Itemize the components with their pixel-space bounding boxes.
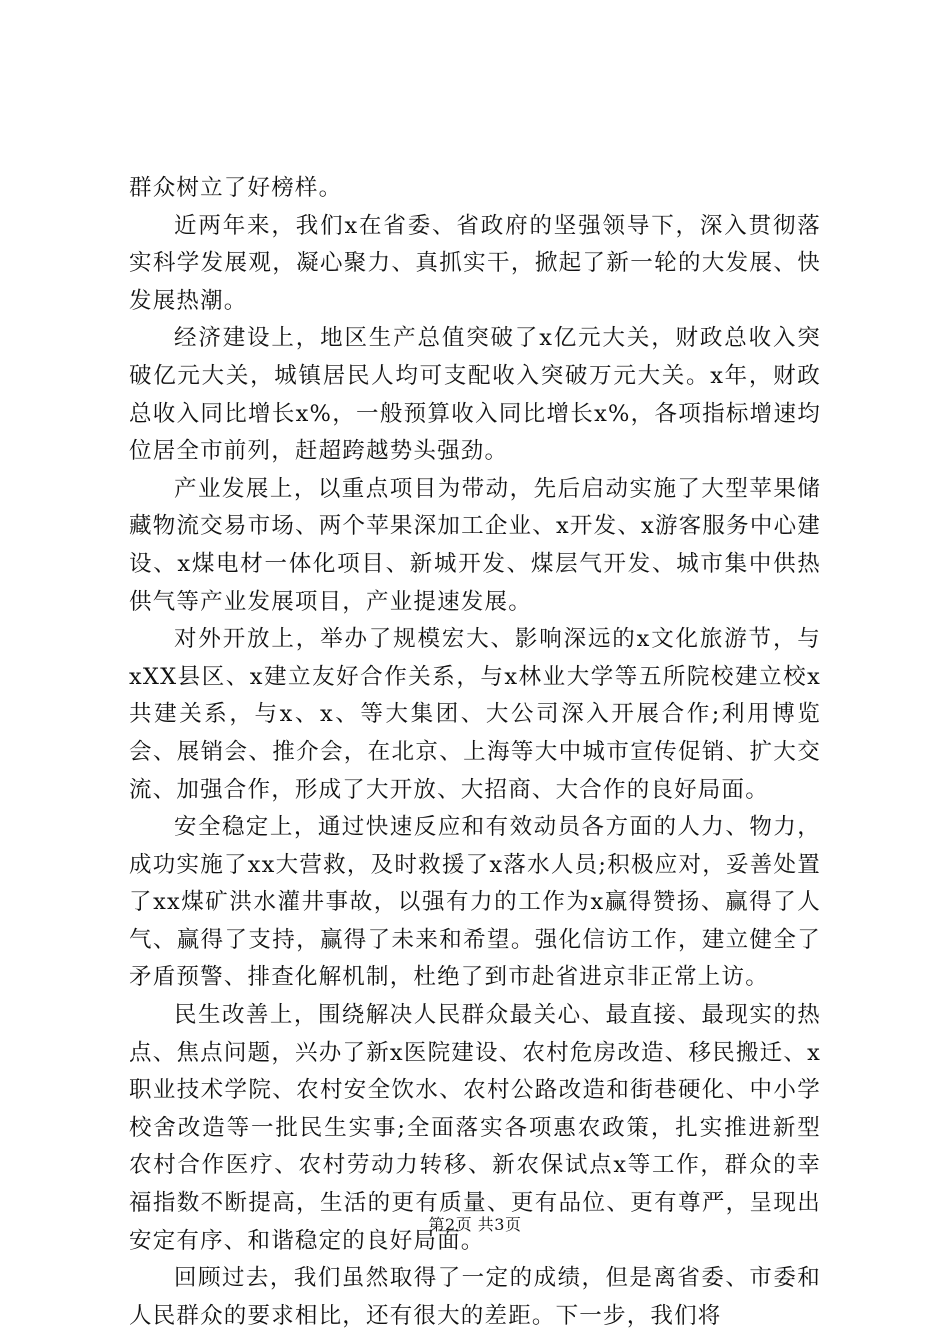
paragraph-opening-up: 对外开放上，举办了规模宏大、影响深远的x文化旅游节，与xXX县区、x建立友好合作关系，与x林业大学等五所院校建立校x共建关系，与x、x、等大集团、大公司深入开展合作;利用博览会、展销会、推介会，在北京、上海等大中城市宣传促销、扩大交流、加强合作，形成了大开放、大招商、大合作的良好局面。 (129, 626, 821, 803)
paragraph-review: 回顾过去，我们虽然取得了一定的成绩，但是离省委、市委和人民群众的要求相比，还有很大的差距。下一步，我们将 (129, 1265, 821, 1329)
paragraph-livelihood: 民生改善上，围绕解决人民群众最关心、最直接、最现实的热点、焦点问题，兴办了新x医院建设、农村危房改造、移民搬迁、x职业技术学院、农村安全饮水、农村公路改造和街巷硬化、中小学校舍改造等一批民生实事;全面落实各项惠农政策，扎实推进新型农村合作医疗、农村劳动力转移、新农保试点x等工作，群众的幸福指数不断提高，生活的更有质量、更有品位、更有尊严，呈现出安定有序、和谐稳定的良好局面。 (129, 1002, 821, 1254)
paragraph-intro: 近两年来，我们x在省委、省政府的坚强领导下，深入贯彻落实科学发展观，凝心聚力、真抓实干，掀起了新一轮的大发展、快发展热潮。 (129, 212, 821, 314)
document-body (129, 170, 821, 1335)
paragraph-industry: 产业发展上，以重点项目为带动，先后启动实施了大型苹果储藏物流交易市场、两个苹果深加工企业、x开发、x游客服务中心建设、x煤电材一体化项目、新城开发、煤层气开发、城市集中供热供气等产业发展项目，产业提速发展。 (129, 475, 821, 615)
paragraph-continuation: 群众树立了好榜样。 (129, 175, 343, 201)
page-footer: 第2页 共3页 (428, 1215, 522, 1234)
paragraph-economy: 经济建设上，地区生产总值突破了x亿元大关，财政总收入突破亿元大关，城镇居民人均可支配收入突破万元大关。x年，财政总收入同比增长x%，一般预算收入同比增长x%，各项指标增速均位居全市前列，赶超跨越势头强劲。 (129, 325, 821, 465)
paragraph-safety: 安全稳定上，通过快速反应和有效动员各方面的人力、物力，成功实施了xx大营救，及时救援了x落水人员;积极应对，妥善处置了xx煤矿洪水灌井事故，以强有力的工作为x赢得赞扬、赢得了人气、赢得了支持，赢得了未来和希望。强化信访工作，建立健全了矛盾预警、排查化解机制，杜绝了到市赴省进京非正常上访。 (129, 814, 821, 991)
